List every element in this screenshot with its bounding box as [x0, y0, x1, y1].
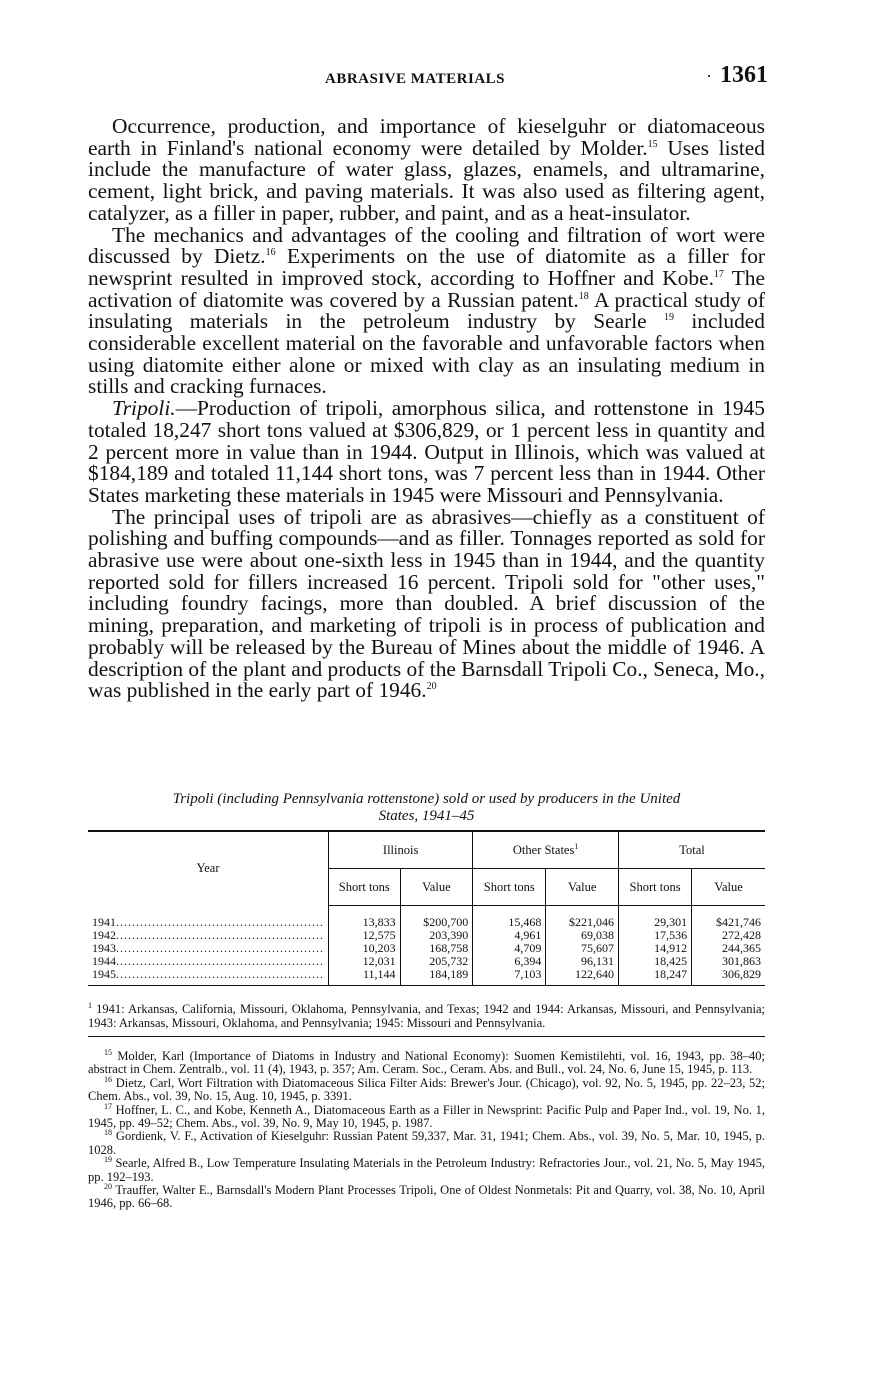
cell-os-tons: 7,103: [473, 968, 546, 986]
year-value: 1942: [92, 929, 116, 942]
cell-t-tons: 18,425: [619, 955, 692, 968]
paragraph-3: [88, 398, 765, 507]
footnote-ref-16: 16: [265, 247, 276, 259]
year-value: 1944: [92, 955, 116, 968]
footnotes: [88, 1047, 765, 1211]
cell-os-value: 69,038: [546, 929, 619, 942]
cell-il-tons: 13,833: [329, 906, 401, 930]
tripoli-table: [88, 830, 765, 986]
cell-os-tons: 15,468: [473, 906, 546, 930]
footnote-text: Searle, Alfred B., Low Temperature Insulating Materials in the Petroleum Industry: Refractories Jour., vol. 21, No. 5, May 1945, pp. 192–193.: [88, 1156, 765, 1184]
cell-il-tons: 10,203: [329, 942, 401, 955]
tripoli-heading: Tripoli.: [112, 396, 176, 421]
cell-os-value: $221,046: [546, 906, 619, 930]
cell-il-tons: 12,575: [329, 929, 401, 942]
paragraph-4-text: The principal uses of tripoli are as abrasives—chiefly as a constituent of polishing and buffing compounds—and as filler. Tonnages reported as sold for abrasive use were about one-sixth less in 1945 than in 1944, and the quantity reported sold for fillers increased 16 percent. Tripoli sold for "other uses," including foundry facings, more than doubled. A brief discussion of the mining, preparation, and marketing of tripoli is in process of publication and probably will be released by the Bureau of Mines about the middle of 1946. A description of the plant and products of the Barnsdall Tripoli Co., Seneca, Mo., was published in the early part of 1946.: [88, 504, 765, 703]
table-caption: [88, 791, 765, 825]
paragraph-1-text-b: Uses listed include the manufacture of water glass, glazes, enamels, and ultramarine, cement, light brick, and paving materials. It was also used as filtering agent, catalyzer, as a filler in paper, rubber, and paint, and as a heat-insulator.: [88, 135, 765, 225]
footnote-text: Dietz, Carl, Wort Filtration with Diatomaceous Silica Filter Aids: Brewer's Jour. (Chicago), vol. 92, No. 5, 1945, pp. 22–23, 52; Chem. Abs., vol. 39, No. 15, Aug. 10, 1945, p. 3391.: [88, 1075, 765, 1104]
subheader-other-short-tons: Short tons: [473, 869, 546, 906]
paragraph-2: [88, 222, 766, 399]
cell-t-value: $421,746: [692, 906, 765, 930]
footnote-number: 19: [104, 1155, 112, 1165]
cell-il-tons: 12,031: [329, 955, 401, 968]
footnote: [88, 1074, 765, 1104]
footnote: [88, 1157, 765, 1184]
dot-leader: ....................................................: [116, 968, 324, 981]
cell-t-tons: 17,536: [619, 929, 692, 942]
subheader-other-value: Value: [546, 869, 619, 906]
year-cell: [88, 955, 329, 968]
cell-il-value: $200,700: [400, 906, 473, 930]
subheader-illinois-short-tons: Short tons: [329, 869, 401, 906]
footnote-number: 16: [104, 1074, 112, 1084]
year-cell: [88, 968, 329, 986]
footnote-ref-20: 20: [426, 681, 437, 693]
paragraph-2-text-c: The activation of diatomite was covered by a Russian patent.: [88, 265, 765, 312]
subheader-illinois-value: Value: [400, 869, 473, 906]
year-value: 1945: [92, 968, 116, 981]
year-cell: [88, 942, 329, 955]
year-cell: [88, 929, 329, 942]
group-header-other-states: [473, 831, 619, 869]
footnote-number: 18: [104, 1128, 112, 1138]
dot-leader: ....................................................: [116, 914, 324, 929]
col-header-year: Year: [88, 831, 329, 906]
footnote-text: Molder, Karl (Importance of Diatoms in Industry and National Economy): Suomen Kemistilehti, vol. 16, 1943, pp. 38–40; abstract in Chem. Zentralb., vol. 11 (4), 1943, p. 357; Am. Ceram. Soc., Ceram. Abs. and Bull., vol. 24, No. 6, June 15, 1945, p. 113.: [88, 1049, 765, 1077]
year-value: 1943: [92, 942, 116, 955]
table-footnote-text: 1941: Arkansas, California, Missouri, Oklahoma, Pennsylvania, and Texas; 1942 and 1944: Arkansas, Missouri, and Pennsylvania; 1943: Arkansas, Missouri, Oklahoma, and Pennsylvania; 1945: Missouri and Pennsylvania.: [88, 1002, 765, 1030]
table-footnote-ref: 1: [88, 1000, 92, 1010]
paragraph-2-text-a: The mechanics and advantages of the cooling and filtration of wort were discussed by Dietz.: [88, 222, 765, 269]
subheader-total-value: Value: [692, 869, 765, 906]
caption-line-2: States, 1941–45: [378, 808, 475, 824]
cell-os-value: 96,131: [546, 955, 619, 968]
cell-il-value: 205,732: [400, 955, 473, 968]
table-body: [88, 906, 765, 986]
running-title: ABRASIVE MATERIALS: [325, 71, 506, 87]
cell-os-value: 122,640: [546, 968, 619, 986]
footnote-ref-15: 15: [647, 138, 658, 150]
footnote-ref-table-1: 1: [574, 841, 579, 851]
paragraph-2-text-b: Experiments on the use of diatomite as a filler for newsprint resulted in improved stock, according to Hoffner and Kobe.: [88, 244, 766, 290]
cell-t-value: 272,428: [692, 929, 765, 942]
dot-leader: ....................................................: [116, 955, 324, 968]
group-header-illinois: Illinois: [329, 831, 473, 869]
footnote-text: Hoffner, L. C., and Kobe, Kenneth A., Diatomaceous Earth as a Filler in Newsprint: Pacific Pulp and Paper Ind., vol. 19, No. 1, 1945, pp. 49–52; Chem. Abs., vol. 39, No. 9, May 10, 1945, p. 1987.: [88, 1102, 765, 1131]
page-header: [88, 62, 768, 96]
cell-il-tons: 11,144: [329, 968, 401, 986]
cell-t-value: 301,863: [692, 955, 765, 968]
footnote: [88, 1047, 765, 1077]
page-number: 1361: [720, 62, 768, 88]
footnote-text: Gordienk, V. F., Activation of Kieselguhr: Russian Patent 59,337, Mar. 31, 1941; Chem. Abs., vol. 39, No. 5, Mar. 10, 1945, p. 1028.: [88, 1129, 765, 1157]
paragraph-1: [88, 116, 765, 225]
cell-il-value: 203,390: [400, 929, 473, 942]
cell-os-tons: 6,394: [473, 955, 546, 968]
year-value: 1941: [92, 914, 116, 929]
year-cell: [88, 906, 329, 930]
dot-leader: ....................................................: [116, 942, 324, 955]
table-row: [88, 968, 765, 986]
subheader-total-short-tons: Short tons: [619, 869, 692, 906]
cell-os-tons: 4,961: [473, 929, 546, 942]
cell-t-tons: 29,301: [619, 906, 692, 930]
header-dot: ·: [706, 66, 712, 86]
dot-leader: ....................................................: [116, 929, 324, 942]
group-header-total: Total: [619, 831, 765, 869]
table-row: [88, 906, 765, 930]
cell-t-value: 306,829: [692, 968, 765, 986]
footnote-number: 17: [104, 1101, 112, 1111]
footnote-ref-17: 17: [713, 268, 724, 280]
body-text: [88, 116, 765, 702]
cell-il-value: 168,758: [400, 942, 473, 955]
caption-line-1: Tripoli (including Pennsylvania rottenstone) sold or used by producers in the United: [172, 791, 681, 807]
paragraph-3-text: —Production of tripoli, amorphous silica, and rottenstone in 1945 totaled 18,247 short tons valued at $306,829, or 1 percent less in quantity and 2 percent more in value than in 1944. Output in Illinois, which was valued at $184,189 and totaled 11,144 short tons, was 7 percent less than in 1944. Other States marketing these materials in 1945 were Missouri and Pennsylvania.: [88, 396, 765, 507]
footnote-number: 20: [104, 1181, 112, 1191]
paragraph-1-text-a: Occurrence, production, and importance of kieselguhr or diatomaceous earth in Finland's national economy were detailed by Molder.: [88, 114, 765, 160]
cell-t-value: 244,365: [692, 942, 765, 955]
cell-t-tons: 18,247: [619, 968, 692, 986]
footnote-ref-18: 18: [578, 290, 589, 302]
footnote: [88, 1130, 765, 1157]
cell-il-value: 184,189: [400, 968, 473, 986]
cell-os-tons: 4,709: [473, 942, 546, 955]
table-footnote: [88, 1000, 765, 1037]
group-header-other-states-label: Other States: [512, 843, 575, 858]
cell-os-value: 75,607: [546, 942, 619, 955]
footnote-number: 15: [104, 1047, 112, 1057]
footnote-text: Trauffer, Walter E., Barnsdall's Modern Plant Processes Tripoli, One of Oldest Nonmetals: Pit and Quarry, vol. 38, No. 10, April 1946, pp. 66–68.: [88, 1183, 765, 1211]
paragraph-2-text-d: A practical study of insulating materials in the petroleum industry by Searle: [88, 287, 765, 334]
footnote: [88, 1101, 765, 1131]
footnote: [88, 1181, 765, 1211]
footnote-ref-19: 19: [663, 312, 674, 324]
paragraph-4: [88, 504, 765, 703]
paragraph-2-text-e: included considerable excellent material on the favorable and unfavorable factors when using diatomite either alone or mixed with clay as an insulating medium in stills and cracking furnaces.: [88, 309, 765, 399]
cell-t-tons: 14,912: [619, 942, 692, 955]
